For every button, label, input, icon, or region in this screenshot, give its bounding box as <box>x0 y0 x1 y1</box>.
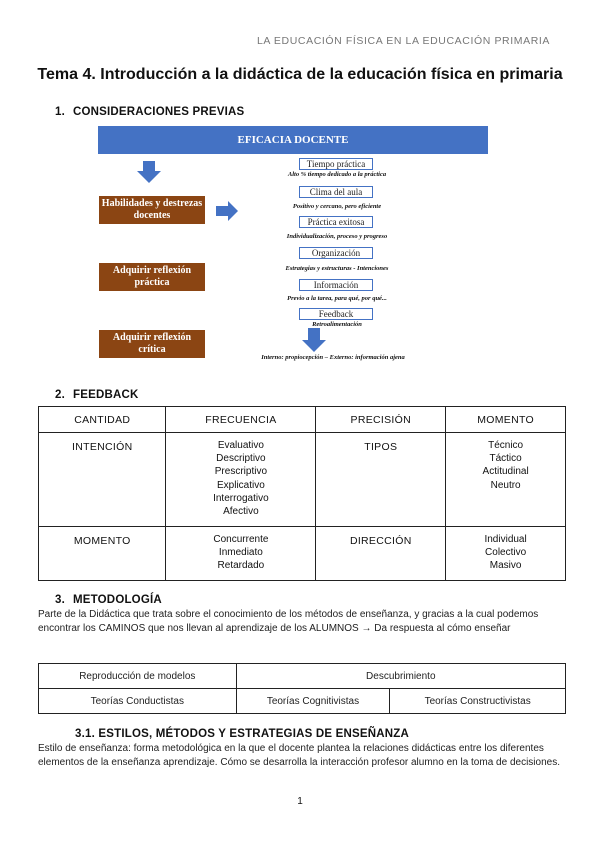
efficacy-bar: EFICACIA DOCENTE <box>98 126 488 154</box>
list-item: Explicativo <box>216 479 265 491</box>
item-feedback: Feedback <box>299 308 373 320</box>
note-tiempo-practica: Alto % tiempo dedicado a la práctica <box>287 171 387 178</box>
table-cell <box>446 433 566 527</box>
table-row <box>39 664 566 689</box>
list-item: Retardado <box>217 560 265 572</box>
section-number: 3. <box>55 594 65 606</box>
table-cell: INTENCIÓN <box>39 433 166 527</box>
methodology-paragraph: Parte de la Didáctica que trata sobre el conocimiento de los métodos de enseñanza, y gracias a la cual podemos encontrar los CAMINOS que nos llevan al aprendizaje de los ALUMNOS → Da respuesta al cómo enseñar <box>38 609 539 634</box>
item-organizacion: Organización <box>299 247 373 259</box>
item-informacion: Información <box>299 279 373 291</box>
table-header: CANTIDAD <box>39 407 166 433</box>
note-organizacion: Estrategias y estructuras - Intenciones <box>285 265 389 272</box>
table-cell: MOMENTO <box>39 527 166 581</box>
feedback-table <box>38 406 566 581</box>
list-item: Neutro <box>490 479 521 491</box>
table-row <box>39 527 566 581</box>
note-feedback: Retroalimentación <box>312 321 362 328</box>
table-header: FRECUENCIA <box>166 407 316 433</box>
running-header: LA EDUCACIÓN FÍSICA EN LA EDUCACIÓN PRIMARIA <box>256 35 550 47</box>
table-header: PRECISIÓN <box>316 407 446 433</box>
list-item: Colectivo <box>485 547 527 559</box>
table-cell: Reproducción de modelos <box>39 664 237 689</box>
section-heading-3 <box>55 594 162 606</box>
section-heading-1 <box>55 106 244 118</box>
methodology-table <box>38 663 566 714</box>
list-item: Técnico <box>488 440 524 451</box>
list-item: Táctico <box>489 453 522 465</box>
table-cell: Teorías Cognitivistas <box>236 689 390 714</box>
section-title: CONSIDERACIONES PREVIAS <box>73 106 245 118</box>
table-row <box>39 407 566 433</box>
note-practica-exitosa: Individualización, proceso y progreso <box>286 233 388 240</box>
table-row <box>39 433 566 527</box>
list-item: Concurrente <box>213 534 269 545</box>
item-tiempo-practica: Tiempo práctica <box>299 158 373 170</box>
note-propiocepcion: Interno: propiocepción – Externo: información ajena <box>261 354 405 361</box>
title-label: Tema 4. <box>37 66 96 83</box>
section-heading-2 <box>55 389 139 401</box>
table-cell: TIPOS <box>316 433 446 527</box>
note-clima-aula: Positivo y cercano, pero eficiente <box>292 203 382 210</box>
item-clima-aula: Clima del aula <box>299 186 373 198</box>
list-item: Descriptivo <box>216 453 266 465</box>
box-reflexion-practica: Adquirir reflexión práctica <box>99 263 205 291</box>
list-item: Individual <box>484 534 527 545</box>
list-item: Afectivo <box>223 506 259 518</box>
section-title: METODOLOGÍA <box>73 594 162 606</box>
table-cell: DIRECCIÓN <box>316 527 446 581</box>
section-number: 2. <box>55 389 65 401</box>
list-item: Masivo <box>489 560 522 572</box>
table-row <box>39 689 566 714</box>
list-item: Prescriptivo <box>214 466 268 478</box>
document-title <box>0 66 600 84</box>
table-cell <box>166 433 316 527</box>
table-cell <box>446 527 566 581</box>
note-informacion: Previo a la tarea, para qué, por qué... <box>287 295 387 302</box>
table-header: MOMENTO <box>446 407 566 433</box>
box-habilidades: Habilidades y destrezas docentes <box>99 196 205 224</box>
styles-paragraph: Estilo de enseñanza: forma metodológica en la que el docente plantea la relaciones didácticas entre los diferentes elementos de la enseñanza aprendizaje. Cómo se desarrolla la interacción profesor alumno en la toma de decisiones. <box>38 743 560 768</box>
section-title: FEEDBACK <box>73 389 139 401</box>
list-item: Interrogativo <box>213 492 269 504</box>
table-cell: Teorías Conductistas <box>39 689 237 714</box>
box-reflexion-critica: Adquirir reflexión crítica <box>99 330 205 358</box>
title-text: Introducción a la didáctica de la educación física en primaria <box>95 66 563 83</box>
section-number: 1. <box>55 106 65 118</box>
teaching-efficacy-diagram <box>98 126 490 366</box>
list-item: Inmediato <box>218 547 263 559</box>
table-cell: Teorías Constructivistas <box>390 689 566 714</box>
list-item: Evaluativo <box>217 440 264 451</box>
table-cell: Descubrimiento <box>236 664 565 689</box>
table-cell <box>166 527 316 581</box>
list-item: Actitudinal <box>482 466 529 478</box>
item-practica-exitosa: Práctica exitosa <box>299 216 373 228</box>
section-heading-3-1: 3.1. ESTILOS, MÉTODOS Y ESTRATEGIAS DE ENSEÑANZA <box>75 728 410 740</box>
page-number: 1 <box>297 796 303 807</box>
